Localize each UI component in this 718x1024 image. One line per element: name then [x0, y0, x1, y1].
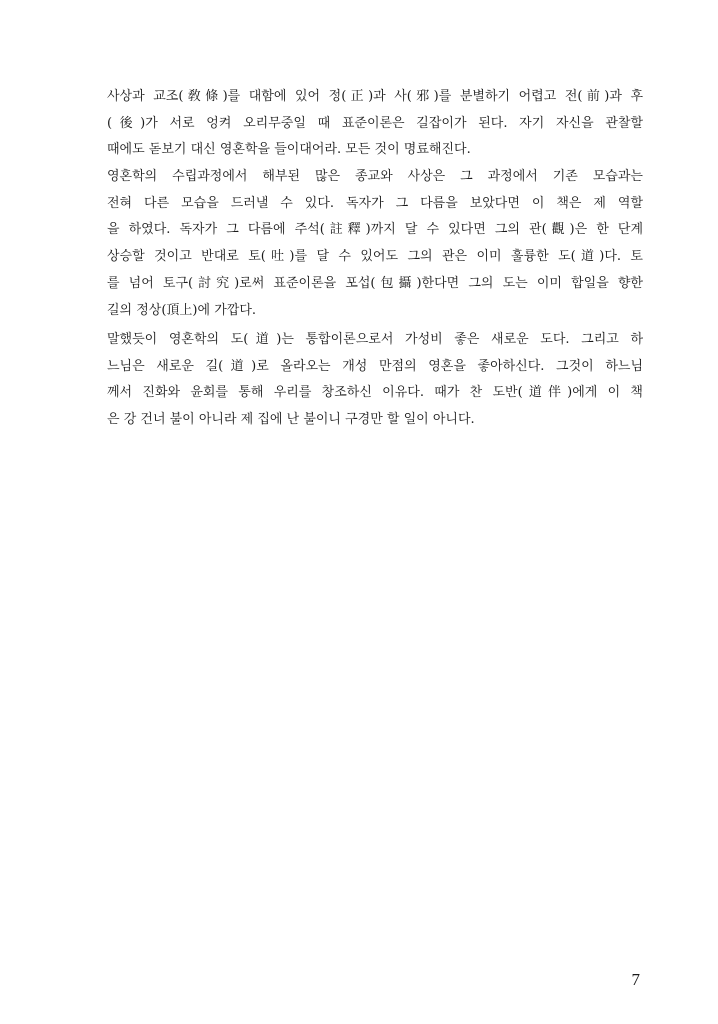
text-line: 길의 정상(頂上)에 가깝다.: [107, 302, 257, 318]
text-line: (後)가 서로 엉켜 오리무중일 때 표준이론은 길잡이가 된다. 자기 자신을 관찰할: [107, 115, 643, 131]
text-line: 은 강 건너 불이 아니라 제 집에 난 불이니 구경만 할 일이 아니다.: [107, 412, 475, 428]
text-line: 께서 진화와 윤회를 통해 우리를 창조하신 이유다. 때가 찬 도반(道伴)에게 이 책: [107, 385, 643, 401]
paragraph-2: [107, 327, 643, 434]
page-number: 7: [631, 970, 640, 989]
text-line: 때에도 돋보기 대신 영혼학을 들이대어라. 모든 것이 명료해진다.: [107, 142, 471, 158]
text-line: 영혼학의 수립과정에서 해부된 많은 종교와 사상은 그 과정에서 기존 모습과는: [107, 169, 643, 185]
text-line: 을 하였다. 독자가 그 다름에 주석(註釋)까지 달 수 있다면 그의 관(觀)은 한 단계: [107, 222, 643, 238]
paragraph-1: [107, 84, 643, 324]
text-line: 말했듯이 영혼학의 도(道)는 통합이론으로서 가성비 좋은 새로운 도다. 그리고 하: [107, 332, 643, 347]
text-line: 를 넘어 토구(討究)로써 표준이론을 포섭(包攝)한다면 그의 도는 이미 합일을 향한: [107, 275, 643, 291]
text-line: 사상과 교조(敎條)를 대함에 있어 정(正)과 사(邪)를 분별하기 어렵고 전(前)과 후: [107, 89, 643, 104]
text-line: 상승할 것이고 반대로 토(吐)를 달 수 있어도 그의 관은 이미 훌륭한 도(道)다. 토: [107, 249, 643, 265]
text-line: 전혀 다른 모습을 드러낼 수 있다. 독자가 그 다름을 보았다면 이 책은 제 역할: [107, 195, 643, 211]
text-line: 느님은 새로운 길(道)로 올라오는 개성 만점의 영혼을 좋아하신다. 그것이 하느님: [107, 358, 643, 374]
